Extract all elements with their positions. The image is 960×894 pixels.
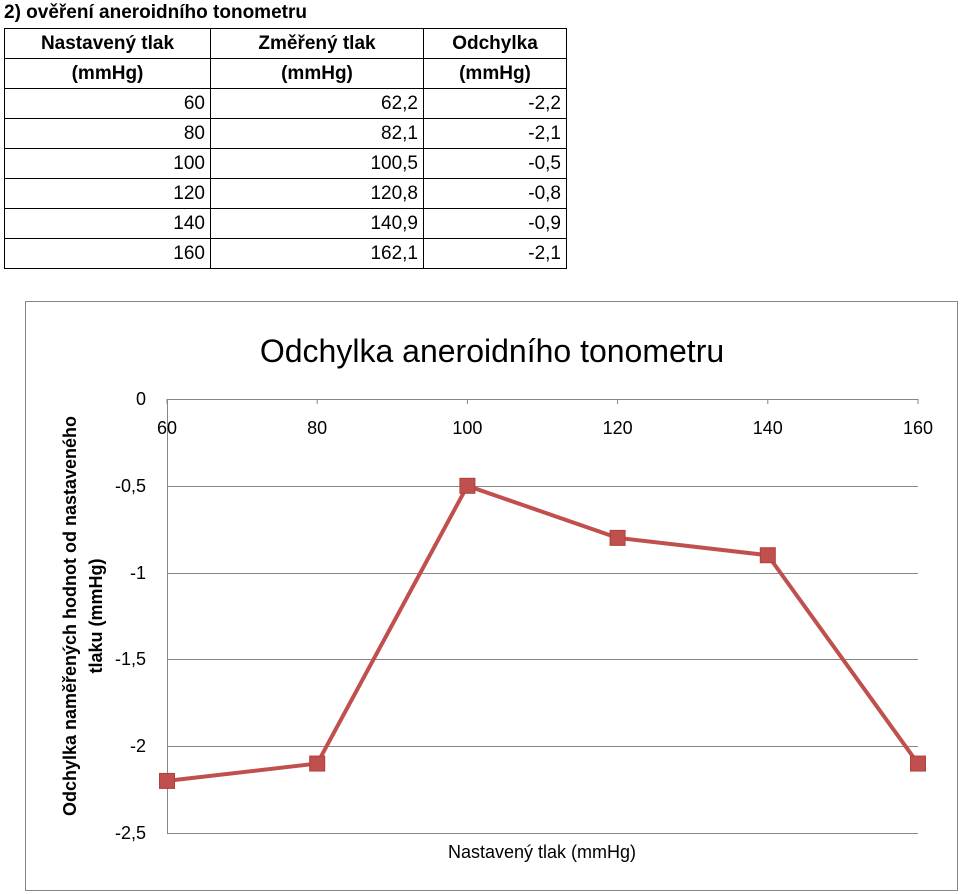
table-cell: -2,2 xyxy=(424,89,567,119)
table-cell: 120,8 xyxy=(211,179,424,209)
table-cell: -2,1 xyxy=(424,119,567,149)
table-cell: 140,9 xyxy=(211,209,424,239)
chart-title: Odchylka aneroidního tonometru xyxy=(259,333,725,369)
x-tick-label: 100 xyxy=(452,418,483,438)
y-axis-label-line1: Odchylka naměřených hodnot od nastaveného xyxy=(60,415,80,817)
data-point-marker xyxy=(911,756,926,771)
table-cell: 160 xyxy=(5,239,211,269)
y-axis-label-line2: tlaku (mmHg) xyxy=(86,558,106,674)
y-tick-label: -1,5 xyxy=(114,649,146,669)
header-measured-pressure: Změřený tlak xyxy=(211,29,424,59)
table-cell: 80 xyxy=(5,119,211,149)
x-tick-label: 140 xyxy=(752,418,783,438)
table-cell: -0,9 xyxy=(424,209,567,239)
x-tick-label: 160 xyxy=(902,418,934,438)
header-set-pressure-unit: (mmHg) xyxy=(5,59,211,89)
table-cell: 162,1 xyxy=(211,239,424,269)
data-point-marker xyxy=(310,756,325,771)
table-cell: 62,2 xyxy=(211,89,424,119)
section-title: 2) ověření aneroidního tonometru xyxy=(4,2,307,23)
table-cell: -2,1 xyxy=(424,239,567,269)
x-axis-label: Nastavený tlak (mmHg) xyxy=(447,842,637,862)
x-tick-label: 60 xyxy=(156,418,178,438)
table-cell: -0,8 xyxy=(424,179,567,209)
x-tick-label: 80 xyxy=(307,418,328,438)
table-cell: 82,1 xyxy=(211,119,424,149)
y-tick-label: -0,5 xyxy=(114,476,146,496)
x-tick-label: 120 xyxy=(602,418,633,438)
chart-area-border xyxy=(26,302,958,891)
table-cell: -0,5 xyxy=(424,149,567,179)
data-point-marker xyxy=(160,773,175,788)
table-cell: 100 xyxy=(5,149,211,179)
data-point-marker xyxy=(460,478,475,493)
header-measured-pressure-unit: (mmHg) xyxy=(211,59,424,89)
y-tick-label: -2,5 xyxy=(114,823,146,843)
data-point-marker xyxy=(760,548,775,563)
table-cell: 60 xyxy=(5,89,211,119)
header-deviation-unit: (mmHg) xyxy=(424,59,567,89)
y-tick-label: -2 xyxy=(129,736,146,756)
header-deviation: Odchylka xyxy=(424,29,567,59)
y-tick-label: -1 xyxy=(129,563,146,583)
header-set-pressure: Nastavený tlak xyxy=(5,29,211,59)
data-point-marker xyxy=(610,530,625,545)
table-cell: 140 xyxy=(5,209,211,239)
table-cell: 120 xyxy=(5,179,211,209)
y-tick-label: 0 xyxy=(135,389,146,409)
table-cell: 100,5 xyxy=(211,149,424,179)
